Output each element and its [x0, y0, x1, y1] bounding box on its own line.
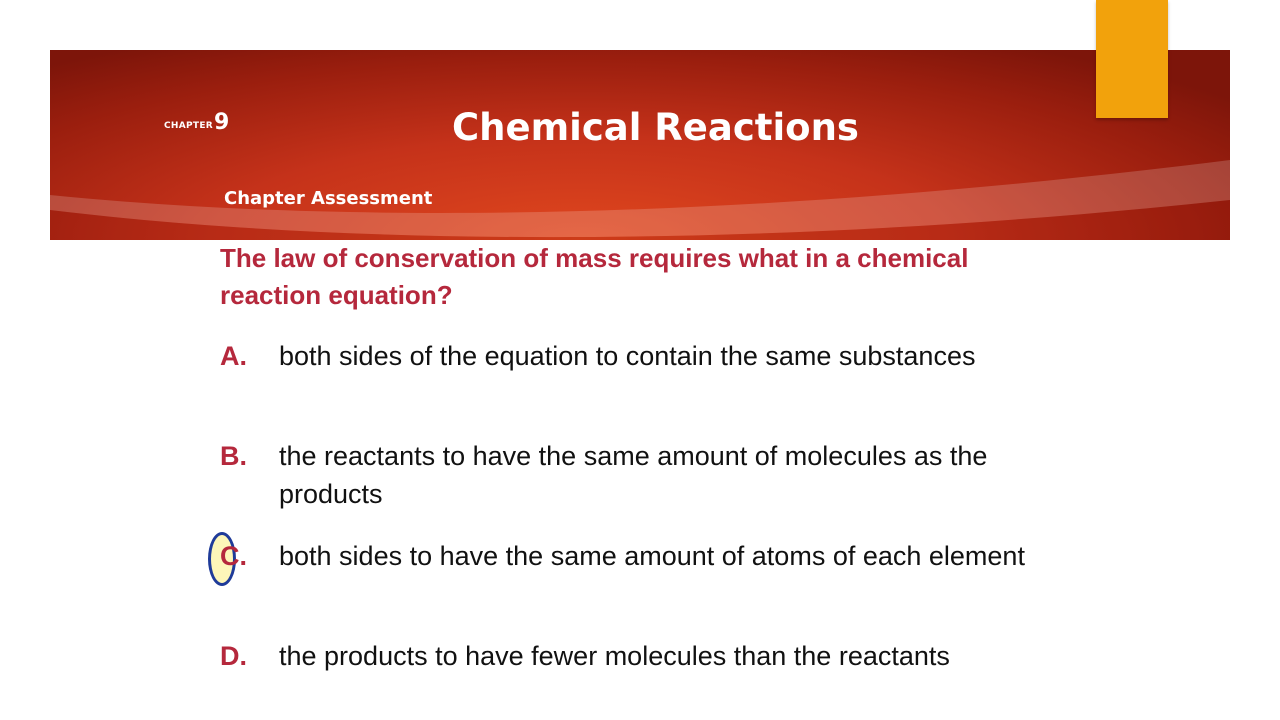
- answer-option-b[interactable]: [220, 437, 1060, 513]
- answer-option-a[interactable]: [220, 337, 1060, 375]
- answer-letter: A.: [220, 341, 247, 371]
- answer-option-d[interactable]: [220, 637, 1060, 675]
- answer-text: the products to have fewer molecules than the reactants: [279, 641, 950, 671]
- answer-letter: B.: [220, 441, 247, 471]
- chapter-label: [164, 110, 230, 135]
- answer-letter: D.: [220, 641, 247, 671]
- orange-tab-accent: [1096, 0, 1168, 118]
- slide-title: Chemical Reactions: [452, 106, 859, 149]
- answer-text: the reactants to have the same amount of molecules as the products: [279, 441, 988, 509]
- question-text: The law of conservation of mass requires what in a chemical reaction equation?: [220, 243, 969, 310]
- chapter-number: 9: [214, 110, 230, 135]
- answer-text: both sides to have the same amount of atoms of each element: [279, 541, 1025, 571]
- answer-text: both sides of the equation to contain the same substances: [279, 341, 976, 371]
- chapter-label-text: CHAPTER: [164, 121, 214, 131]
- answer-option-c[interactable]: [220, 537, 1060, 575]
- slide-subtitle: Chapter Assessment: [224, 188, 433, 209]
- answer-letter: C.: [220, 541, 247, 571]
